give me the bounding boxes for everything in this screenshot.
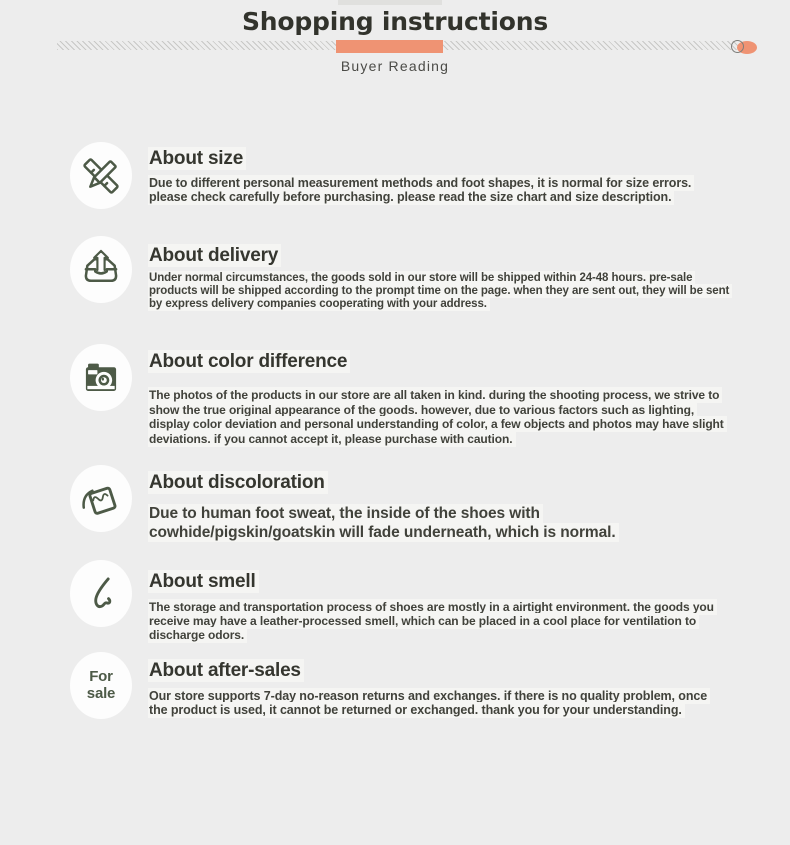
camera-icon	[70, 344, 132, 411]
section-title: About color difference	[148, 351, 730, 373]
dye-bucket-icon	[70, 465, 132, 532]
for-sale-text-line2: sale	[86, 684, 116, 702]
section-title: About smell	[148, 571, 730, 593]
section-body: The photos of the products in our store are all taken in kind. during the shooting process, we strive to show the true original appearance of the goods. however, due to various factors such as lighting, display color deviation and personal understanding of color, a few objects and photos may have slight deviations. if you cannot accept it, please purchase with caution.	[148, 388, 726, 446]
section-about-after-sales	[70, 652, 730, 717]
pencil-ruler-icon	[70, 142, 132, 209]
section-about-delivery	[70, 236, 730, 311]
section-about-size	[70, 142, 730, 204]
for-sale-text-line1: For	[89, 668, 113, 685]
section-title: About size	[148, 148, 730, 170]
section-body: Due to human foot sweat, the inside of the shoes with cowhide/pigskin/goatskin will fade underneath, which is normal.	[148, 505, 713, 542]
for-sale-badge	[70, 652, 132, 719]
section-title: About after-sales	[148, 660, 730, 682]
divider-accent-bar	[336, 40, 443, 53]
section-body: Under normal circumstances, the goods sold in our store will be shipped within 24-48 hours. pre-sale products will be shipped according to the prompt time on the page. when they are sent out, they will be sent by express delivery companies cooperating with your address.	[148, 272, 730, 311]
section-title: About delivery	[148, 245, 730, 267]
page-subtitle: Buyer Reading	[340, 58, 450, 74]
page-title: Shopping instructions	[241, 7, 549, 36]
section-body: The storage and transportation process of shoes are mostly in a airtight environment. the goods you receive may have a leather-processed smell, which can be placed in a cool place for ventilation to discharge odors.	[148, 600, 726, 643]
divider-end-ring	[731, 40, 744, 53]
shipping-box-icon	[70, 236, 132, 303]
section-about-smell	[70, 560, 730, 643]
section-body: Our store supports 7-day no-reason returns and exchanges. if there is no quality problem, once the product is used, it cannot be returned or exchanged. thank you for your understanding.	[148, 689, 726, 717]
section-about-discoloration	[70, 465, 730, 542]
nose-icon	[70, 560, 132, 627]
title-backdrop-bar	[338, 0, 442, 5]
section-about-color-difference	[70, 344, 730, 446]
section-body: Due to different personal measurement methods and foot shapes, it is normal for size errors. please check carefully before purchasing. please read the size chart and size description.	[148, 176, 726, 204]
section-title: About discoloration	[148, 472, 730, 494]
